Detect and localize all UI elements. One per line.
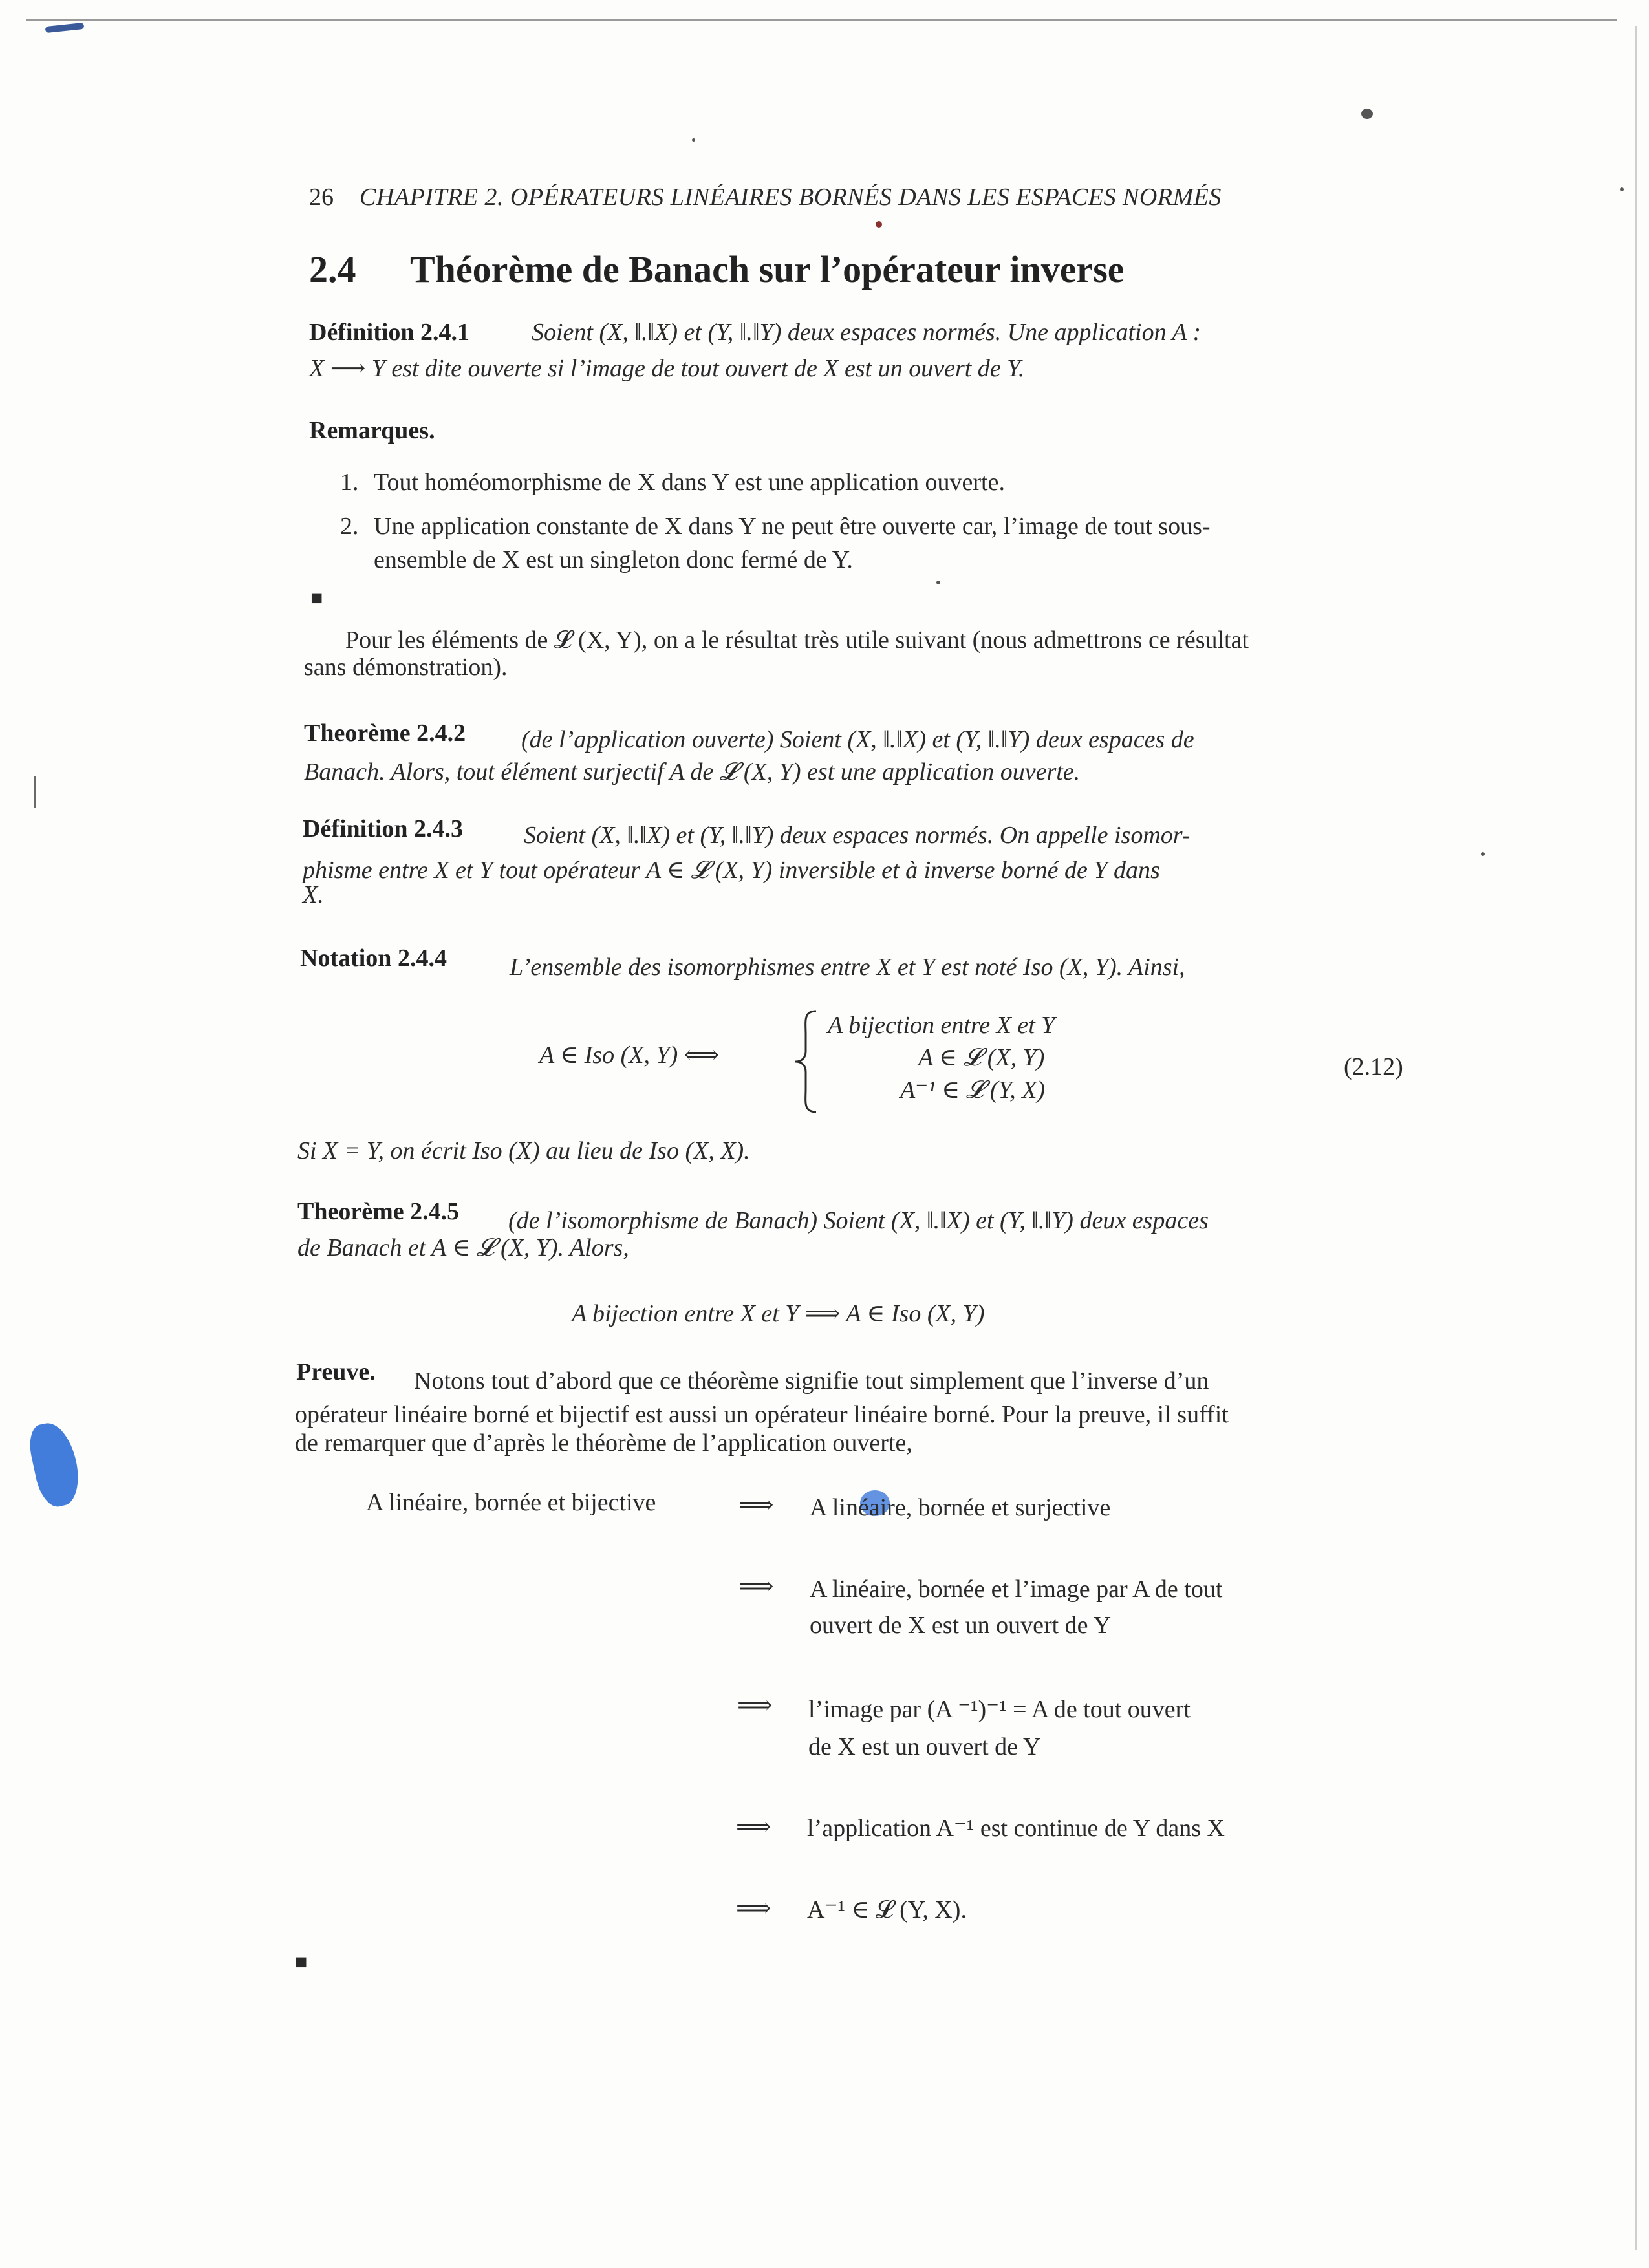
proof-step3-line2: de X est un ouvert de Y bbox=[808, 1733, 1041, 1760]
not244-label: Notation 2.4.4 bbox=[300, 945, 447, 972]
remark1-text: Tout homéomorphisme de X dans Y est une application ouverte. bbox=[374, 469, 1005, 496]
para1-line1: Pour les éléments de 𝓛 (X, Y), on a le résultat très utile suivant (nous admettrons ce résultat bbox=[345, 626, 1249, 654]
proof-line2: opérateur linéaire borné et bijectif est aussi un opérateur linéaire borné. Pour la preuve, il suffit bbox=[295, 1401, 1229, 1428]
speck bbox=[876, 221, 882, 228]
remark2-text-line2: ensemble de X est un singleton donc fermé de Y. bbox=[374, 546, 853, 573]
remark2-text-line1: Une application constante de X dans Y ne peut être ouverte car, l’image de tout sous- bbox=[374, 513, 1211, 540]
thm245-line2: de Banach et A ∈ 𝓛 (X, Y). Alors, bbox=[297, 1234, 629, 1261]
proof-step4: l’application A⁻¹ est continue de Y dans X bbox=[807, 1815, 1225, 1842]
proof-step5: A⁻¹ ∈ 𝓛 (Y, X). bbox=[807, 1896, 967, 1923]
scan-line-left bbox=[34, 776, 36, 808]
proof-label: Preuve. bbox=[296, 1358, 376, 1385]
def243-line2: phisme entre X et Y tout opérateur A ∈ 𝓛 (X, Y) inversible et à inverse borné de Y dans bbox=[303, 857, 1160, 884]
thm245-line1: (de l’isomorphisme de Banach) Soient (X, ‖.‖X) et (Y, ‖.‖Y) deux espaces bbox=[508, 1207, 1209, 1234]
eq212-case3: A⁻¹ ∈ 𝓛 (Y, X) bbox=[900, 1076, 1046, 1104]
implies-arrow-5: ⟹ bbox=[736, 1895, 771, 1922]
def241-line2: X ⟶ Y est dite ouverte si l’image de tout ouvert de X est un ouvert de Y. bbox=[309, 355, 1025, 382]
def243-line1: Soient (X, ‖.‖X) et (Y, ‖.‖Y) deux espaces normés. On appelle isomor- bbox=[524, 822, 1191, 849]
proof-start: A linéaire, bornée et bijective bbox=[366, 1489, 656, 1516]
implies-arrow-3: ⟹ bbox=[737, 1692, 773, 1719]
thm242-label: Theorème 2.4.2 bbox=[304, 720, 466, 747]
remark1-number: 1. bbox=[340, 469, 359, 496]
eq212-case2: A ∈ 𝓛 (X, Y) bbox=[918, 1044, 1045, 1071]
def241-label: Définition 2.4.1 bbox=[309, 319, 470, 346]
thm242-line2: Banach. Alors, tout élément surjectif A de 𝓛 (X, Y) est une application ouverte. bbox=[304, 758, 1081, 786]
speck bbox=[692, 138, 695, 142]
proof-line1: Notons tout d’abord que ce théorème signifie tout simplement que l’inverse d’un bbox=[414, 1367, 1209, 1395]
eq212-lhs: A ∈ Iso (X, Y) ⟺ bbox=[539, 1042, 720, 1069]
speck bbox=[1481, 852, 1485, 856]
implies-arrow-1: ⟹ bbox=[738, 1492, 774, 1519]
thm245-label: Theorème 2.4.5 bbox=[297, 1198, 460, 1225]
proof-line3: de remarquer que d’après le théorème de l’application ouverte, bbox=[295, 1429, 912, 1457]
qed-square-2: ■ bbox=[295, 1950, 308, 1973]
qed-square-1: ■ bbox=[310, 586, 323, 609]
speck bbox=[1620, 187, 1624, 191]
scan-edge-top bbox=[26, 19, 1617, 21]
proof-step2-line2: ouvert de X est un ouvert de Y bbox=[810, 1612, 1112, 1639]
ink-blot-left bbox=[25, 1419, 85, 1510]
implies-arrow-4: ⟹ bbox=[736, 1813, 771, 1841]
speck bbox=[936, 581, 940, 584]
def243-label: Définition 2.4.3 bbox=[303, 815, 464, 842]
scan-mark-topleft bbox=[45, 23, 85, 33]
proof-step3-line1: l’image par (A ⁻¹)⁻¹ = A de tout ouvert bbox=[808, 1696, 1191, 1723]
section-number: 2.4 bbox=[309, 248, 356, 290]
proof-step2-line1: A linéaire, bornée et l’image par A de tout bbox=[810, 1576, 1223, 1603]
def243-line3: X. bbox=[303, 881, 324, 908]
eq212-case1: A bijection entre X et Y bbox=[828, 1012, 1055, 1039]
para1-line2: sans démonstration). bbox=[304, 654, 508, 681]
note-iso: Si X = Y, on écrit Iso (X) au lieu de Iso (X, X). bbox=[297, 1137, 750, 1164]
def241-line1: Soient (X, ‖.‖X) et (Y, ‖.‖Y) deux espaces normés. Une application A : bbox=[532, 319, 1202, 346]
running-title: CHAPITRE 2. OPÉRATEURS LINÉAIRES BORNÉS DANS LES ESPACES NORMÉS bbox=[360, 184, 1222, 211]
speck bbox=[1361, 109, 1373, 119]
scan-edge-right bbox=[1635, 26, 1637, 2250]
page-number: 26 bbox=[309, 184, 334, 211]
not244-line1: L’ensemble des isomorphismes entre X et Y est noté Iso (X, Y). Ainsi, bbox=[510, 954, 1185, 981]
left-brace bbox=[792, 1009, 820, 1115]
thm242-line1: (de l’application ouverte) Soient (X, ‖.‖X) et (Y, ‖.‖Y) deux espaces de bbox=[521, 726, 1194, 753]
eq212-number: (2.12) bbox=[1344, 1053, 1403, 1080]
proof-step1: A linéaire, bornée et surjective bbox=[810, 1494, 1111, 1521]
section-title: Théorème de Banach sur l’opérateur inverse bbox=[410, 248, 1125, 290]
thm245-formula: A bijection entre X et Y ⟹ A ∈ Iso (X, Y) bbox=[572, 1300, 985, 1327]
implies-arrow-2: ⟹ bbox=[738, 1573, 774, 1600]
remark2-number: 2. bbox=[340, 513, 359, 540]
remarques-heading: Remarques. bbox=[309, 417, 435, 444]
